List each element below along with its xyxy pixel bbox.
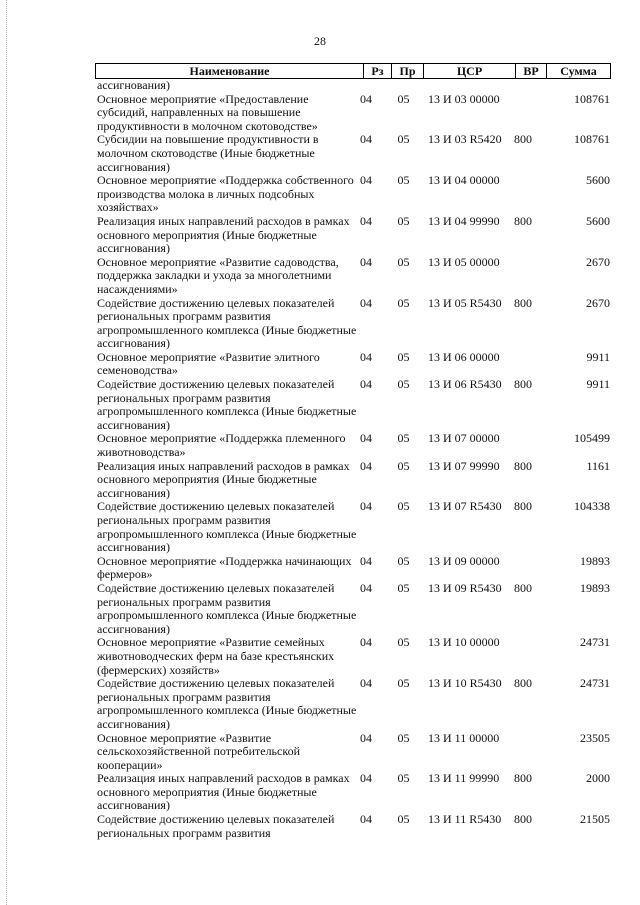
row-sum-cell: 24731 <box>580 635 610 650</box>
row-sum-cell: 2000 <box>586 771 610 786</box>
table-row <box>97 297 610 351</box>
row-name-cell: Основное мероприятие «Развитие сельскохозяйственной потребительской кооперации» <box>97 730 300 772</box>
table-row <box>97 555 610 582</box>
row-vr-cell: 800 <box>514 580 532 595</box>
table-row <box>97 378 610 432</box>
row-rz-cell: 04 <box>360 377 372 392</box>
row-sum-cell: 2670 <box>586 295 610 310</box>
column-header-vr: ВР <box>516 64 547 79</box>
row-name-cell: Содействие достижению целевых показателей региональных программ развития агропромышленного комплекса (Иные бюджетные ассигнования) <box>97 377 357 432</box>
row-pr-cell: 05 <box>397 377 410 392</box>
row-name-cell: Основное мероприятие «Поддержка племенного животноводства» <box>97 431 346 460</box>
row-pr-cell: 05 <box>397 173 410 188</box>
row-name-cell: Основное мероприятие «Развитие садоводства, поддержка закладки и ухода за многолетними насаждениями» <box>97 254 339 296</box>
row-csr-cell: 13 И 07 00000 <box>428 431 500 446</box>
row-rz-cell: 04 <box>360 635 372 650</box>
row-name-cell: Субсидии на повышение продуктивности в молочном скотоводстве (Иные бюджетные ассигнования) <box>97 132 319 174</box>
row-pr-cell: 05 <box>397 635 410 650</box>
table-row <box>97 500 610 554</box>
row-csr-cell: 13 И 11 R5430 <box>428 812 502 827</box>
column-header-rz: Рз <box>364 64 392 79</box>
column-header-csr: ЦСР <box>424 64 516 79</box>
table-row <box>97 215 610 256</box>
row-pr-cell: 05 <box>397 91 410 106</box>
column-header-name: Наименование <box>96 64 364 79</box>
row-csr-cell: 13 И 10 R5430 <box>428 676 502 691</box>
table-row <box>97 93 610 134</box>
row-rz-cell: 04 <box>360 431 372 446</box>
row-name-cell: Основное мероприятие «Предоставление субсидий, направленных на повышение продуктивности в молочном скотоводстве» <box>97 91 318 133</box>
row-csr-cell: 13 И 11 00000 <box>428 730 500 745</box>
row-name-cell: Содействие достижению целевых показателей региональных программ развития агропромышленного комплекса (Иные бюджетные ассигнования) <box>97 295 357 351</box>
row-csr-cell: 13 И 07 99990 <box>428 458 500 473</box>
row-rz-cell: 04 <box>360 499 372 514</box>
row-sum-cell: 19893 <box>580 580 610 595</box>
table-row <box>97 79 610 93</box>
row-rz-cell: 04 <box>360 812 372 827</box>
row-name-cell: Реализация иных направлений расходов в рамках основного мероприятия (Иные бюджетные ассигнования) <box>97 458 350 500</box>
table-row <box>97 256 610 297</box>
row-pr-cell: 05 <box>397 553 410 568</box>
table-row <box>97 174 610 215</box>
column-header-pr: Пр <box>392 64 424 79</box>
row-sum-cell: 23505 <box>580 730 610 745</box>
row-rz-cell: 04 <box>360 349 372 364</box>
row-vr-cell: 800 <box>514 676 532 691</box>
row-sum-cell: 24731 <box>580 676 610 691</box>
row-sum-cell: 108761 <box>574 132 610 147</box>
row-pr-cell: 05 <box>397 499 410 514</box>
row-sum-cell: 9911 <box>586 349 610 364</box>
row-csr-cell: 13 И 05 R5430 <box>428 295 502 310</box>
page-number: 28 <box>314 34 326 48</box>
row-pr-cell: 05 <box>397 349 410 364</box>
row-rz-cell: 04 <box>360 771 372 786</box>
row-csr-cell: 13 И 04 00000 <box>428 173 500 188</box>
row-vr-cell: 800 <box>514 458 532 473</box>
row-pr-cell: 05 <box>397 213 410 228</box>
row-pr-cell: 05 <box>397 295 410 310</box>
table-row <box>97 351 610 378</box>
row-sum-cell: 108761 <box>574 91 610 106</box>
row-csr-cell: 13 И 11 99990 <box>428 771 500 786</box>
row-csr-cell: 13 И 06 R5430 <box>428 377 502 392</box>
row-pr-cell: 05 <box>397 254 410 269</box>
row-sum-cell: 9911 <box>586 377 610 392</box>
row-pr-cell: 05 <box>397 771 410 786</box>
row-vr-cell: 800 <box>514 132 532 147</box>
column-header-sum: Сумма <box>547 64 611 79</box>
row-pr-cell: 05 <box>397 431 410 446</box>
row-rz-cell: 04 <box>360 254 372 269</box>
row-pr-cell: 05 <box>397 812 410 827</box>
table-row <box>97 460 610 501</box>
table-row <box>97 772 610 813</box>
row-name-cell: Основное мероприятие «Развитие элитного семеноводства» <box>97 349 320 378</box>
table-row <box>97 636 610 677</box>
row-name-cell: Основное мероприятие «Поддержка собственного производства молока в личных подсобных хозяйствах» <box>97 173 354 215</box>
row-csr-cell: 13 И 03 00000 <box>428 91 500 106</box>
row-sum-cell: 21505 <box>580 812 610 827</box>
row-name-cell: Содействие достижению целевых показателей региональных программ развития <box>97 812 335 840</box>
row-vr-cell: 800 <box>514 377 532 392</box>
row-rz-cell: 04 <box>360 213 372 228</box>
row-pr-cell: 05 <box>397 730 410 745</box>
row-vr-cell: 800 <box>514 771 532 786</box>
table-row <box>97 677 610 731</box>
row-vr-cell: 800 <box>514 213 532 228</box>
row-csr-cell: 13 И 05 00000 <box>428 254 500 269</box>
table-row <box>97 813 610 840</box>
table-row <box>97 133 610 174</box>
row-sum-cell: 104338 <box>574 499 610 514</box>
row-pr-cell: 05 <box>397 132 410 147</box>
row-rz-cell: 04 <box>360 458 372 473</box>
row-csr-cell: 13 И 09 R5430 <box>428 580 502 595</box>
page-edge-line <box>6 0 7 905</box>
row-rz-cell: 04 <box>360 132 372 147</box>
row-name-cell: Содействие достижению целевых показателей региональных программ развития агропромышленного комплекса (Иные бюджетные ассигнования) <box>97 580 357 636</box>
row-name-cell: Основное мероприятие «Поддержка начинающих фермеров» <box>97 553 352 582</box>
row-sum-cell: 2670 <box>586 254 610 269</box>
row-rz-cell: 04 <box>360 91 372 106</box>
table-row <box>97 732 610 773</box>
row-csr-cell: 13 И 04 99990 <box>428 213 500 228</box>
row-vr-cell: 800 <box>514 812 532 827</box>
row-sum-cell: 5600 <box>586 173 610 188</box>
row-rz-cell: 04 <box>360 173 372 188</box>
row-csr-cell: 13 И 07 R5430 <box>428 499 502 514</box>
row-csr-cell: 13 И 10 00000 <box>428 635 500 650</box>
row-pr-cell: 05 <box>397 676 410 691</box>
row-name-cell: Реализация иных направлений расходов в рамках основного мероприятия (Иные бюджетные ассигнования) <box>97 213 350 256</box>
row-sum-cell: 105499 <box>574 431 610 446</box>
table-row <box>97 582 610 636</box>
row-rz-cell: 04 <box>360 676 372 691</box>
row-rz-cell: 04 <box>360 730 372 745</box>
row-vr-cell: 800 <box>514 295 532 310</box>
row-sum-cell: 19893 <box>580 553 610 568</box>
row-name-cell: Содействие достижению целевых показателей региональных программ развития агропромышленного комплекса (Иные бюджетные ассигнования) <box>97 499 357 555</box>
table-header <box>95 63 611 79</box>
row-pr-cell: 05 <box>397 580 410 595</box>
row-csr-cell: 13 И 09 00000 <box>428 553 500 568</box>
row-csr-cell: 13 И 06 00000 <box>428 349 500 364</box>
table-body <box>97 79 610 840</box>
row-name-cell: ассигнования) <box>97 78 170 92</box>
row-rz-cell: 04 <box>360 580 372 595</box>
row-rz-cell: 04 <box>360 295 372 310</box>
row-name-cell: Реализация иных направлений расходов в рамках основного мероприятия (Иные бюджетные ассигнования) <box>97 771 350 813</box>
row-name-cell: Основное мероприятие «Развитие семейных животноводческих ферм на базе крестьянских (фермерских) хозяйств» <box>97 635 335 677</box>
row-vr-cell: 800 <box>514 499 532 514</box>
row-name-cell: Содействие достижению целевых показателей региональных программ развития агропромышленного комплекса (Иные бюджетные ассигнования) <box>97 676 357 731</box>
row-sum-cell: 5600 <box>586 213 610 228</box>
row-pr-cell: 05 <box>397 458 410 473</box>
row-csr-cell: 13 И 03 R5420 <box>428 132 502 147</box>
row-sum-cell: 1161 <box>586 458 610 473</box>
row-rz-cell: 04 <box>360 553 372 568</box>
table-row <box>97 432 610 459</box>
